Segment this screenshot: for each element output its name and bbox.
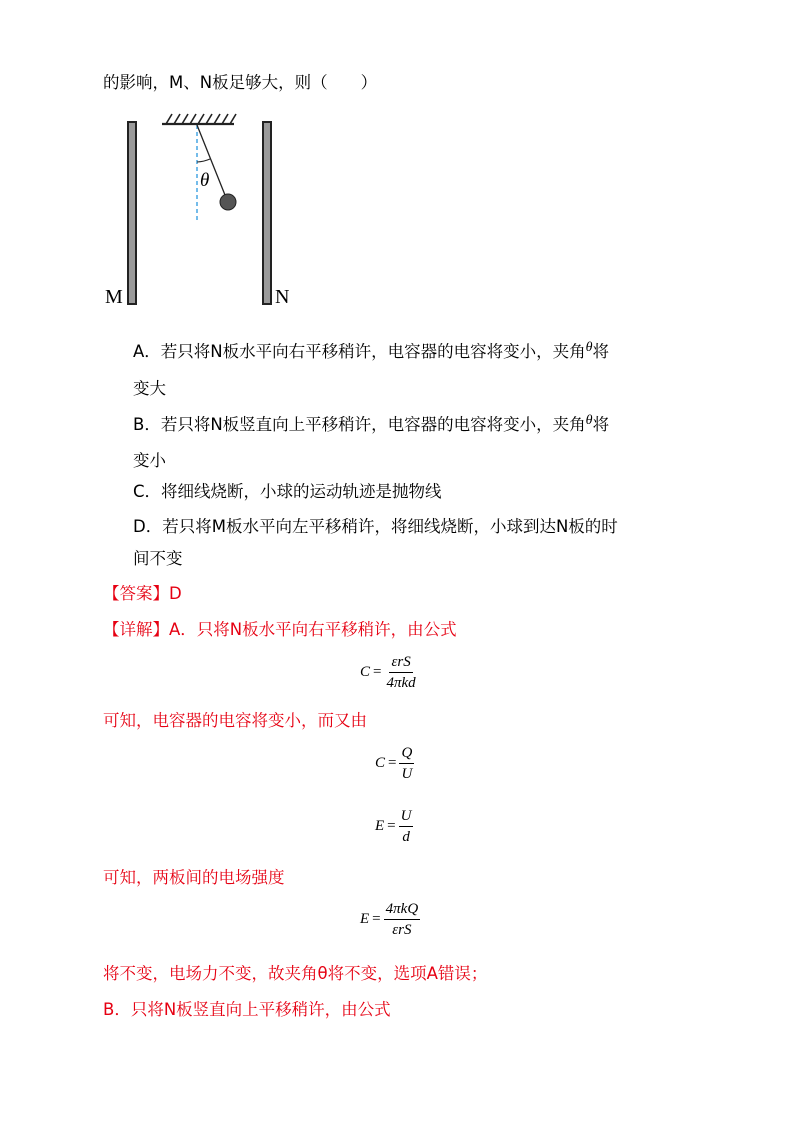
plate-m <box>128 122 136 304</box>
theta-symbol: θ <box>585 413 593 428</box>
formula-lhs: C <box>360 664 371 680</box>
question-intro-tail: 的影响，M、N板足够大，则（ ） <box>103 73 378 92</box>
theta-symbol: θ <box>585 340 593 355</box>
formula-field-2 <box>360 900 420 939</box>
option-b-line1 <box>133 413 609 439</box>
formula-denominator: U <box>401 766 413 782</box>
explanation-line1: 【详解】A．只将N板水平向右平移稍许，由公式 <box>103 620 457 639</box>
pendulum-capacitor-figure <box>100 110 300 310</box>
formula-capacitance-2 <box>375 744 414 783</box>
angle-theta-label: θ <box>200 170 210 191</box>
plate-n-label: N <box>275 286 290 308</box>
formula-eq: = <box>372 911 381 927</box>
formula-denominator: 4πkd <box>386 675 416 691</box>
formula-numerator: 4πkQ <box>384 900 421 920</box>
explanation-line2: 可知，电容器的电容将变小，而又由 <box>103 711 367 730</box>
option-b-line2: 变小 <box>133 451 166 470</box>
explanation-line3: 可知，两板间的电场强度 <box>103 868 285 887</box>
formula-field-1 <box>375 807 413 846</box>
formula-numerator: Q <box>399 744 414 764</box>
formula-eq: = <box>388 755 397 771</box>
option-c: C．将细线烧断，小球的运动轨迹是抛物线 <box>133 482 442 501</box>
formula-numerator: U <box>399 807 414 827</box>
answer-label: 【答案】D <box>103 584 182 603</box>
formula-denominator: εrS <box>392 922 412 938</box>
option-b-text: B．若只将N板竖直向上平移稍许，电容器的电容将变小，夹角 <box>133 415 586 434</box>
plate-m-label: M <box>105 286 123 308</box>
formula-capacitance-1 <box>360 653 418 692</box>
formula-denominator: d <box>402 829 410 845</box>
plate-n <box>263 122 271 304</box>
formula-numerator: εrS <box>389 653 412 673</box>
option-a-line2: 变大 <box>133 379 166 398</box>
option-a-text: A．若只将N板水平向右平移稍许，电容器的电容将变小，夹角 <box>133 342 586 361</box>
option-d-line2: 间不变 <box>133 549 183 568</box>
angle-arc <box>197 159 210 162</box>
option-b-text-b: 将 <box>592 415 610 434</box>
pendulum-ball <box>220 194 236 210</box>
formula-eq: = <box>387 818 396 834</box>
formula-lhs: C <box>375 755 386 771</box>
explanation-line4: 将不变，电场力不变，故夹角θ将不变，选项A错误； <box>103 964 488 983</box>
formula-lhs: E <box>375 818 385 834</box>
ceiling-support <box>162 114 236 124</box>
formula-eq: = <box>373 664 382 680</box>
option-a-text-b: 将 <box>592 342 610 361</box>
formula-lhs: E <box>360 911 370 927</box>
option-a-line1 <box>133 340 609 366</box>
explanation-line5: B．只将N板竖直向上平移稍许，由公式 <box>103 1000 391 1019</box>
option-d-line1: D．若只将M板水平向左平移稍许，将细线烧断，小球到达N板的时 <box>133 517 618 536</box>
